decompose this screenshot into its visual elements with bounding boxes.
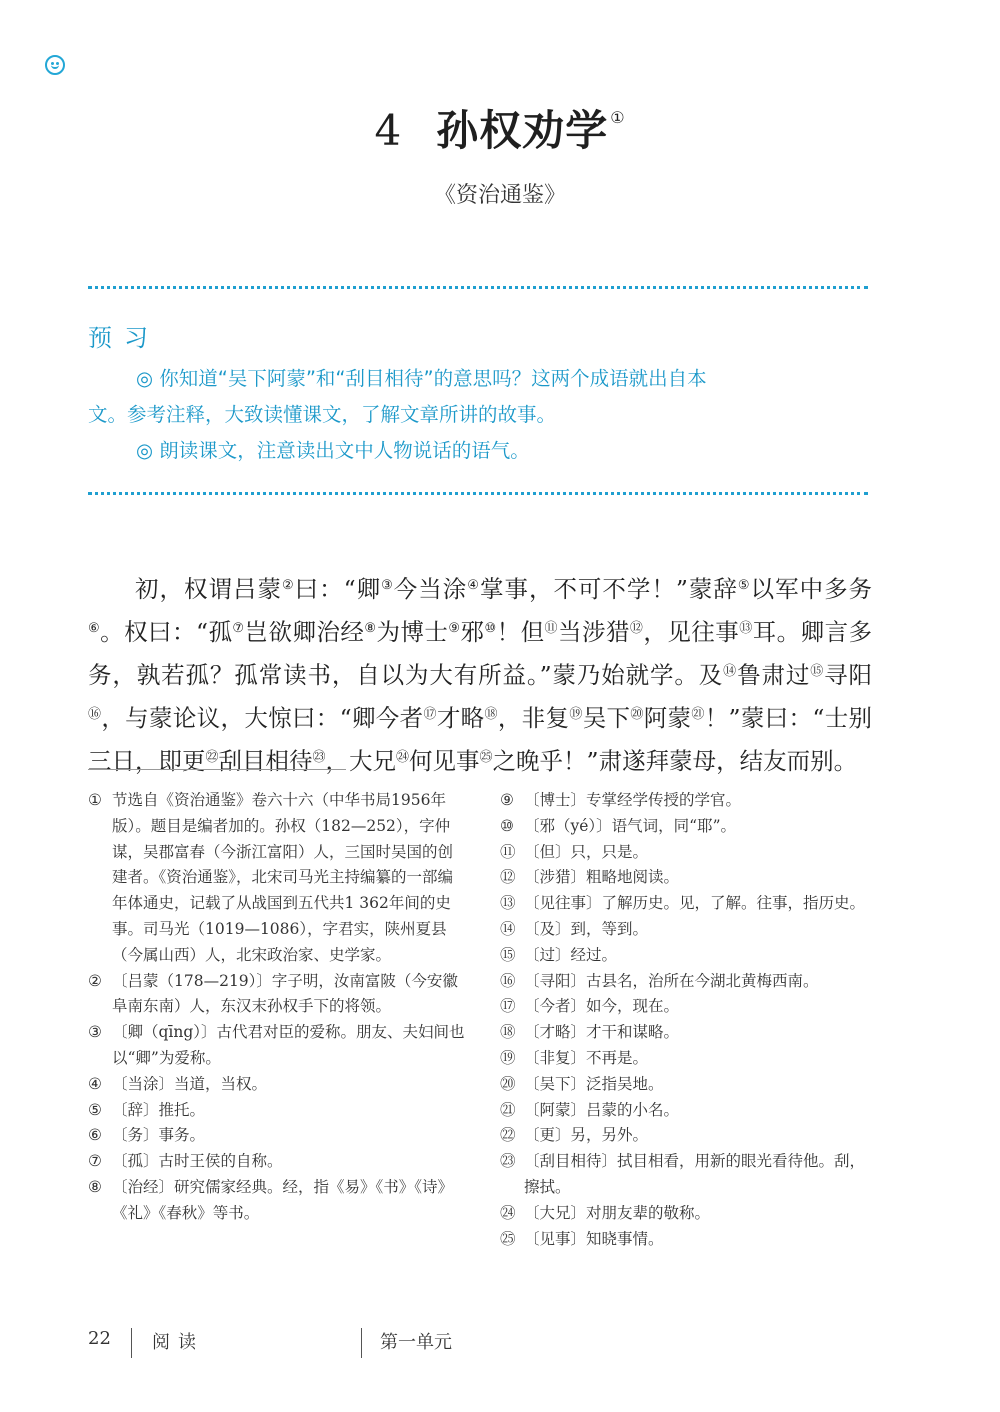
footnote-number: ⑪ xyxy=(500,842,516,861)
footnote-text: 〔刮目相待〕拭目相看，用新的眼光看待他。刮，擦拭。 xyxy=(524,1152,866,1196)
footnote xyxy=(500,1227,880,1253)
footnote-text: 〔辞〕推托。 xyxy=(112,1100,206,1119)
footnote-text: 〔邪（yé）〕语气词，同“耶”。 xyxy=(524,816,737,835)
text-run: 掌事，不可不学！”蒙辞 xyxy=(479,575,738,603)
footnote-text: 〔孤〕古时王侯的自称。 xyxy=(112,1152,283,1171)
text-run: 阿蒙 xyxy=(643,704,692,732)
footnote-text: 〔治经〕研究儒家经典。经，指《易》《书》《诗》《礼》《春秋》等书。 xyxy=(112,1177,454,1222)
preview-line-3: ◎ 朗读课文，注意读出文中人物说话的语气。 xyxy=(136,439,530,462)
note-marker: ㉒ xyxy=(205,750,219,765)
footnote xyxy=(500,1098,880,1124)
footnote-text: 〔更〕另，另外。 xyxy=(524,1126,649,1145)
note-marker: ⑦ xyxy=(232,621,245,636)
footnote-text: 〔阿蒙〕吕蒙的小名。 xyxy=(524,1100,680,1119)
footnote-number: ㉕ xyxy=(500,1229,516,1248)
footnote-text: 〔见事〕知晓事情。 xyxy=(524,1229,664,1248)
text-run: 何见事 xyxy=(409,747,480,775)
text-run: ！”蒙曰：“士别三日，即更 xyxy=(88,704,873,775)
title-note-marker: ① xyxy=(610,108,626,127)
footnote-text: 〔大兄〕对朋友辈的敬称。 xyxy=(524,1203,711,1222)
footnote xyxy=(500,943,880,969)
note-marker: ⑰ xyxy=(423,707,437,722)
footnote-number: ② xyxy=(88,971,102,990)
page-number: 22 xyxy=(88,1328,111,1349)
footnote xyxy=(500,1046,880,1072)
text-run: 。权曰：“孤 xyxy=(100,618,233,646)
footnote xyxy=(88,1072,466,1098)
footnote-number: ⑩ xyxy=(500,816,514,835)
text-run: ，见往事 xyxy=(643,618,740,646)
footnote xyxy=(500,1149,880,1201)
preview-heading: 预习 xyxy=(88,324,160,352)
preview-line-2: 文。参考注释，大致读懂课文，了解文章所讲的故事。 xyxy=(88,403,557,426)
footnote-number: ⑬ xyxy=(500,894,516,913)
lesson-number: 4 xyxy=(374,106,403,155)
footnote-text: 〔涉猎〕粗略地阅读。 xyxy=(524,868,680,887)
footnote-number: ㉑ xyxy=(500,1100,516,1119)
main-paragraph xyxy=(88,566,872,781)
note-marker: ⑧ xyxy=(364,621,377,636)
text-run: ，与蒙论议，大惊曰：“卿今者 xyxy=(101,704,424,732)
footnote-text: 〔吕蒙（178—219）〕字子明，汝南富陂（今安徽阜南东南）人，东汉末孙权手下的将领。 xyxy=(112,971,458,1016)
footnote-text: 〔才略〕才干和谋略。 xyxy=(524,1023,680,1042)
footnote-number: ⑰ xyxy=(500,997,516,1016)
footnote-number: ④ xyxy=(88,1074,102,1093)
preview-top-border xyxy=(88,286,868,289)
text-run: ，大兄 xyxy=(325,747,397,775)
footnote-text: 〔吴下〕泛指吴地。 xyxy=(524,1074,664,1093)
footnote xyxy=(500,969,880,995)
footnote-number: ㉓ xyxy=(500,1152,516,1171)
footnote-number: ⑨ xyxy=(500,791,514,809)
footnote-text: 〔非复〕不再是。 xyxy=(524,1048,649,1067)
footnote-number: ⑥ xyxy=(88,1126,102,1145)
note-marker: ⑲ xyxy=(569,707,583,722)
note-marker: ⑭ xyxy=(723,664,738,679)
text-run: 邪 xyxy=(460,618,485,646)
text-run: 曰：“卿 xyxy=(294,575,382,603)
footnote xyxy=(500,1072,880,1098)
footnote-number: ③ xyxy=(88,1023,102,1042)
footnote xyxy=(88,1149,466,1175)
footer-divider xyxy=(361,1328,362,1358)
text-run: 以军中多务 xyxy=(750,575,873,603)
footnote-text: 〔过〕经过。 xyxy=(524,945,618,964)
footnote xyxy=(500,1123,880,1149)
footnote xyxy=(88,788,466,969)
text-run: ！但 xyxy=(496,618,545,646)
note-marker: ② xyxy=(281,578,295,593)
text-run: 初，权谓吕蒙 xyxy=(135,575,282,603)
note-marker: ⑩ xyxy=(484,621,497,636)
note-marker: ⑪ xyxy=(544,621,559,636)
text-run: 之晚乎！”肃遂拜蒙母，结友而别。 xyxy=(492,747,858,775)
footnote xyxy=(88,969,466,1021)
text-run: 为博士 xyxy=(376,618,449,646)
footnote-number: ⑲ xyxy=(500,1048,516,1067)
footnote-number: ⑤ xyxy=(88,1100,102,1119)
notes-left-column xyxy=(88,788,466,1227)
footnote-number: ⑱ xyxy=(500,1023,516,1042)
footnote xyxy=(500,891,880,917)
footnote xyxy=(88,1098,466,1124)
preview-line-1: ◎ 你知道“吴下阿蒙”和“刮目相待”的意思吗？这两个成语就出自本 xyxy=(136,367,707,390)
note-marker: ⑯ xyxy=(88,707,102,722)
footnote-text: 〔但〕只，只是。 xyxy=(524,842,649,861)
footnote xyxy=(500,788,880,814)
text-run: 吴下 xyxy=(582,704,631,732)
text-run: 岂欲卿治经 xyxy=(244,618,365,646)
footnote xyxy=(88,1020,466,1072)
footnote-number: ⑳ xyxy=(500,1074,516,1093)
note-marker: ㉑ xyxy=(691,707,705,722)
smiley-icon xyxy=(45,55,65,75)
preview-box xyxy=(88,318,870,469)
footnote-text: 〔寻阳〕古县名，治所在今湖北黄梅西南。 xyxy=(524,971,819,990)
footnote xyxy=(500,814,880,840)
footnote xyxy=(500,917,880,943)
footer-divider xyxy=(131,1328,132,1358)
footnote-rule xyxy=(88,769,346,770)
text-run: 鲁肃过 xyxy=(737,661,811,689)
note-marker: ⑤ xyxy=(737,578,751,593)
note-marker: ⑳ xyxy=(630,707,644,722)
footnote-text: 〔务〕事务。 xyxy=(112,1126,206,1145)
note-marker: ㉕ xyxy=(479,750,493,765)
footnote-text: 〔卿（qīng）〕古代君对臣的爱称。朋友、夫妇间也以“卿”为爱称。 xyxy=(112,1023,465,1067)
footnote-text: 〔当涂〕当道，当权。 xyxy=(112,1074,268,1093)
footnote-number: ⑭ xyxy=(500,919,516,938)
footnote xyxy=(88,1175,466,1227)
footnote-text: 节选自《资治通鉴》卷六十六（中华书局1956年版）。题目是编者加的。孙权（182—252），字仲谋，吴郡富春（今浙江富阳）人，三国时吴国的创建者。《资治通鉴》，北宋司马光主持编纂的一部编年体通史，记载了从战国到五代共1 362年间的史事。司马光（1019—1086），字君实，陕州夏县（今属山西）人，北宋政治家、史学家。 xyxy=(112,791,454,964)
footnote-number: ⑧ xyxy=(88,1177,102,1196)
text-run: 刮目相待 xyxy=(218,747,313,775)
footnote-number: ㉔ xyxy=(500,1203,516,1222)
text-run: 当涉猎 xyxy=(558,618,630,646)
footnote xyxy=(500,1020,880,1046)
note-marker: ⑬ xyxy=(739,621,753,636)
footnote-text: 〔及〕到，等到。 xyxy=(524,919,649,938)
notes-right-column xyxy=(500,788,880,1252)
text-run: ，非复 xyxy=(497,704,570,732)
footnote-text: 〔博士〕专掌经学传授的学官。 xyxy=(524,791,742,809)
note-marker: ⑥ xyxy=(88,621,101,636)
footnote xyxy=(500,1201,880,1227)
footnote xyxy=(500,994,880,1020)
footnote xyxy=(500,840,880,866)
footer-section: 阅读 xyxy=(152,1332,204,1353)
title-text: 孙权劝学 xyxy=(436,106,609,155)
note-marker: ③ xyxy=(381,578,394,593)
footnote-number: ① xyxy=(88,791,102,809)
footnote-text: 〔今者〕如今，现在。 xyxy=(524,997,680,1016)
text-run: 耳。卿言多务，孰若孤？孤常读书，自以为大有所益。”蒙乃始就学。及 xyxy=(88,618,873,689)
footnote-number: ⑫ xyxy=(500,868,516,887)
footnote xyxy=(88,1123,466,1149)
text-run: 寻阳 xyxy=(824,661,872,689)
preview-bottom-border xyxy=(88,492,868,495)
note-marker: ⑨ xyxy=(448,621,461,636)
text-run: 今当涂 xyxy=(393,575,468,603)
footnote-text: 〔见往事〕了解历史。见，了解。往事，指历史。 xyxy=(524,894,866,913)
footnote xyxy=(500,865,880,891)
lesson-title xyxy=(0,98,1000,158)
footnote-number: ⑯ xyxy=(500,971,516,990)
footer-unit: 第一单元 xyxy=(380,1332,452,1353)
note-marker: ㉔ xyxy=(396,750,410,765)
footnote-number: ㉒ xyxy=(500,1126,516,1145)
note-marker: ㉓ xyxy=(312,750,326,765)
text-run: 才略 xyxy=(436,704,485,732)
note-marker: ④ xyxy=(467,578,480,593)
note-marker: ⑫ xyxy=(629,621,644,636)
footnote-number: ⑦ xyxy=(88,1152,102,1171)
main-text xyxy=(88,566,872,781)
footnote-number: ⑮ xyxy=(500,945,516,964)
note-marker: ⑮ xyxy=(810,664,825,679)
note-marker: ⑱ xyxy=(484,707,498,722)
source-title: 《资治通鉴》 xyxy=(433,183,566,208)
